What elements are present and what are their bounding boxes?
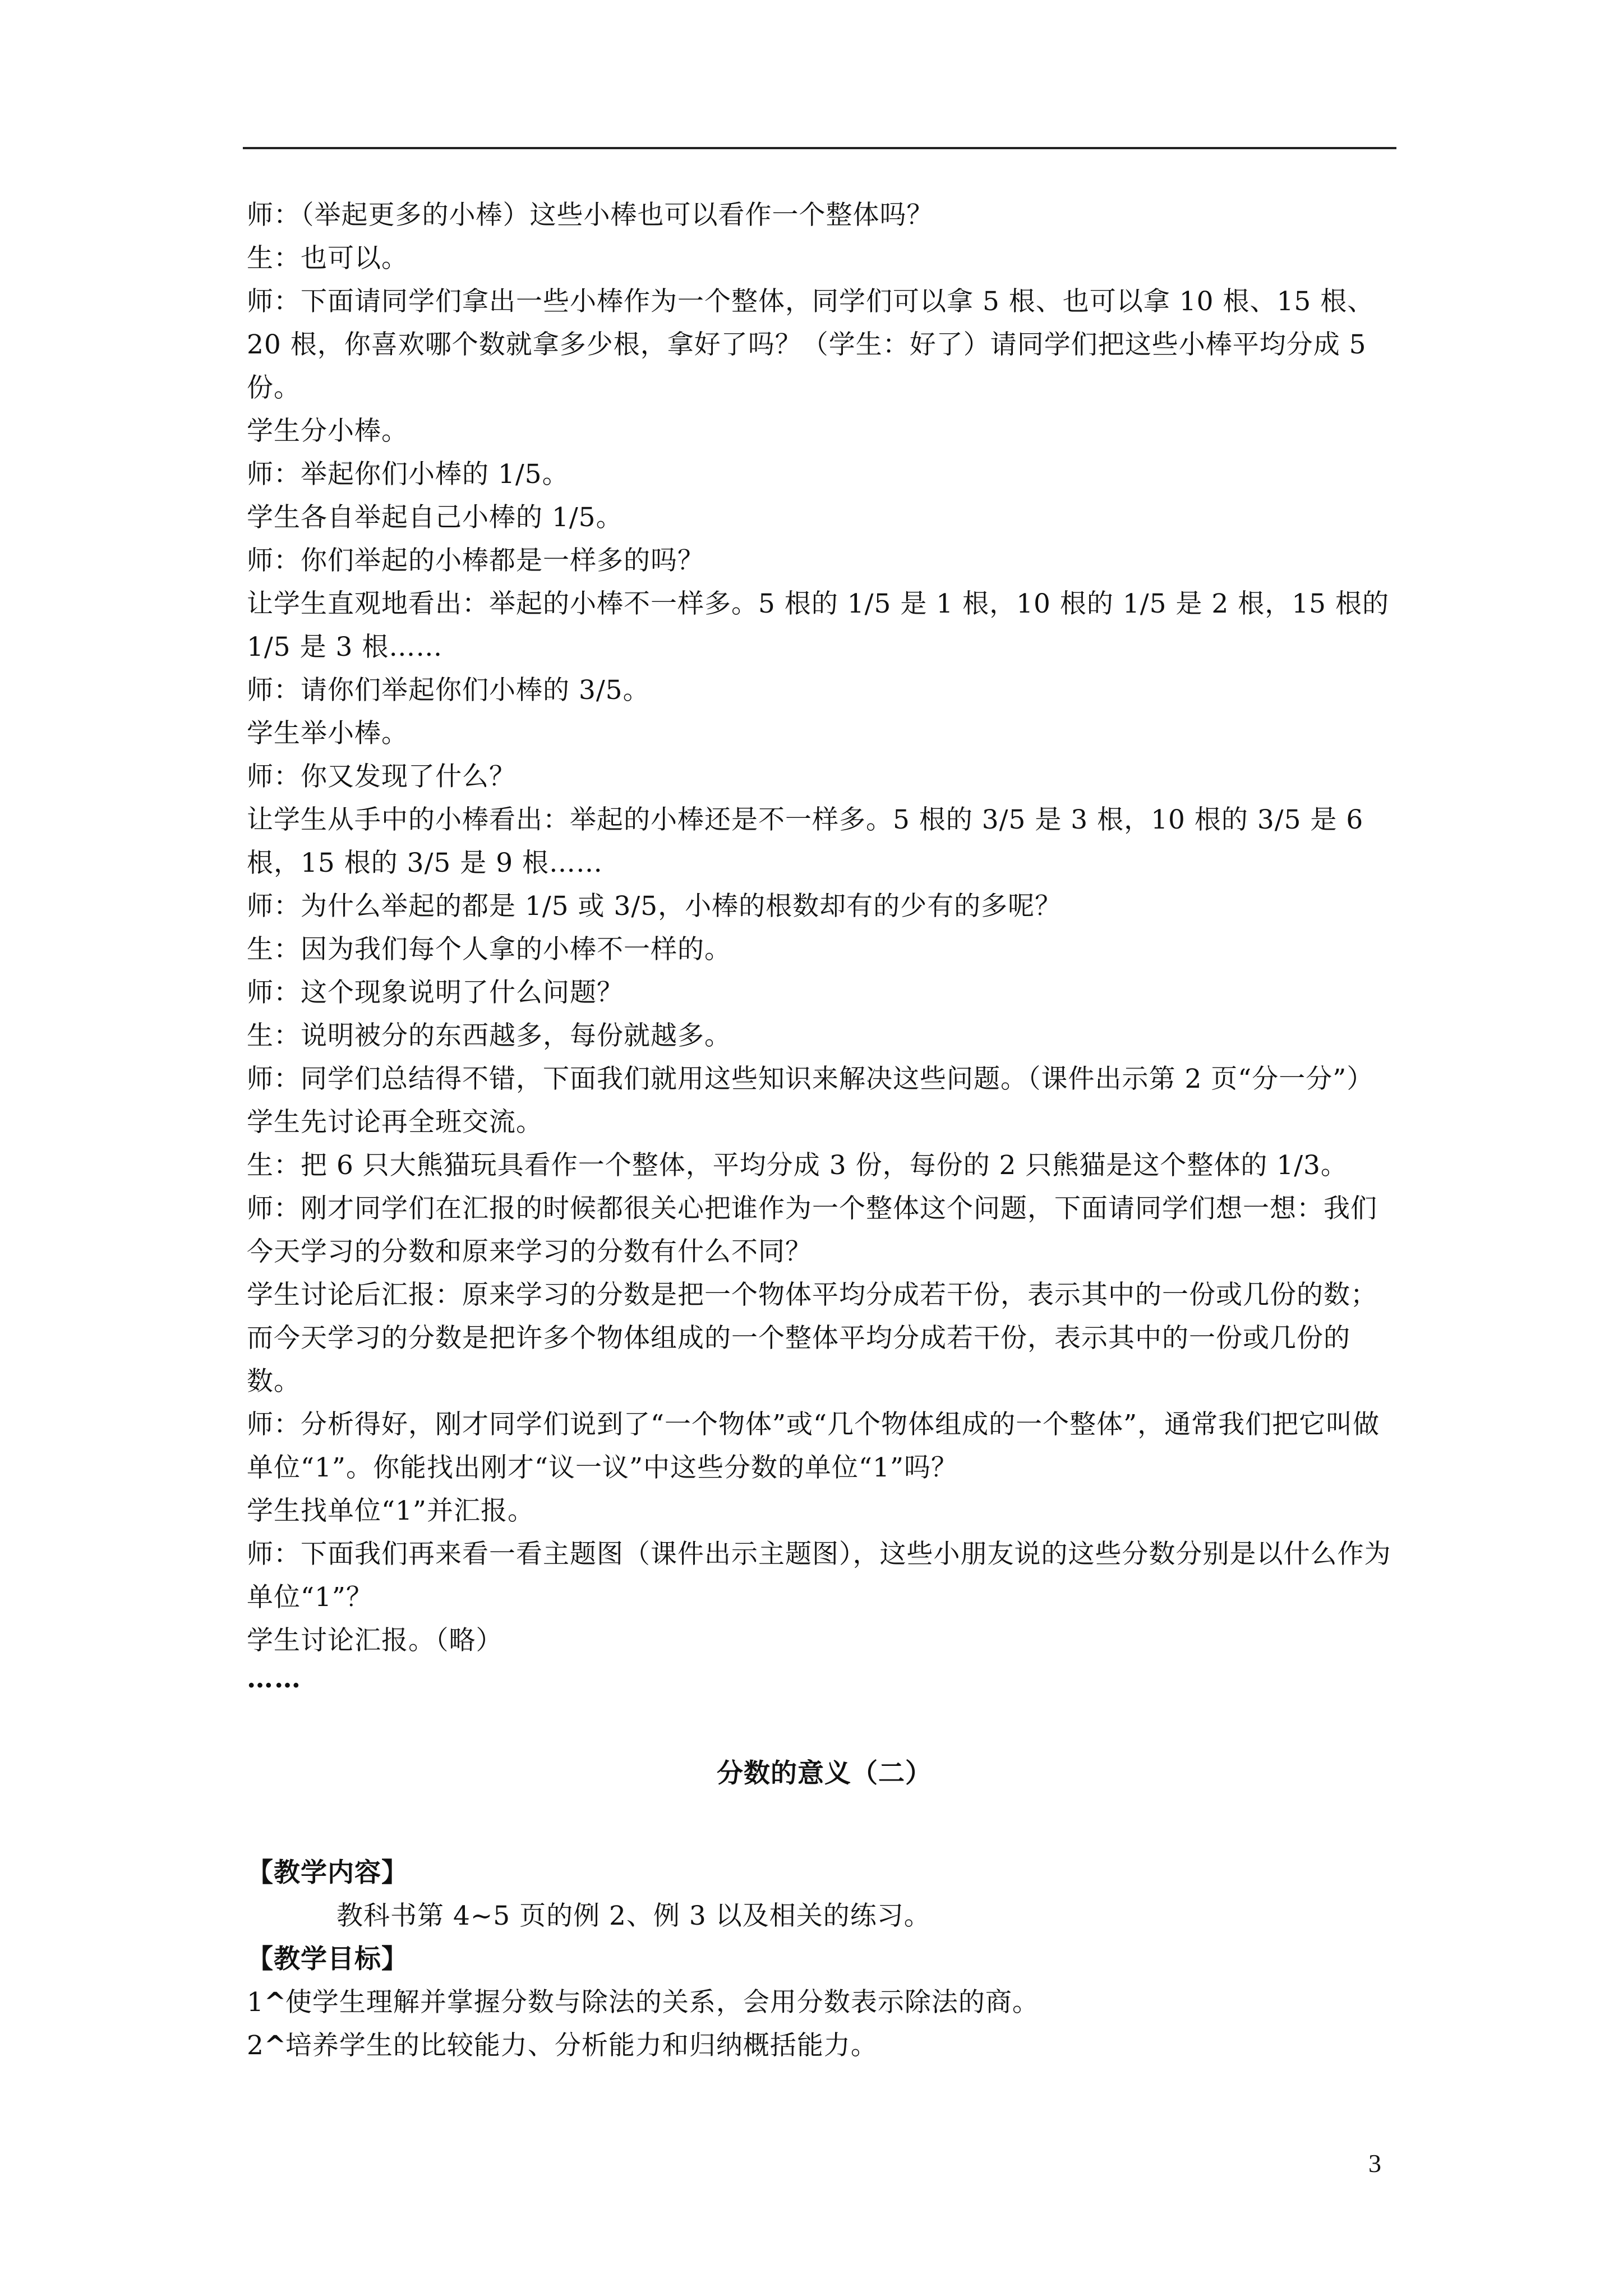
section-title: 分数的意义（二） <box>717 1758 932 1789</box>
goal-text: 使学生理解并掌握分数与除法的关系，会用分数表示除法的商。 <box>285 1987 1039 2018</box>
dialogue-line: 师：下面我们再来看一看主题图（课件出示主题图），这些小朋友说的这些分数分别是以什么作为单位“1”？ <box>247 1539 1391 1613</box>
dialogue-line: 师：（举起更多的小棒）这些小棒也可以看作一个整体吗？ <box>247 200 934 231</box>
goal-item <box>247 1981 1402 2024</box>
page-number: 3 <box>1368 2149 1381 2178</box>
dialogue-line: 学生讨论汇报。（略） <box>247 1625 503 1656</box>
dialogue-line: 师：为什么举起的都是 1/5 或 3/5，小棒的根数却有的少有的多呢？ <box>247 891 1062 922</box>
dialogue-line: 学生分小棒。 <box>247 416 408 447</box>
dialogue-line: 生：因为我们每个人拿的小棒不一样的。 <box>247 934 731 965</box>
document-body <box>247 194 1402 2067</box>
dialogue-line: 让学生从手中的小棒看出：举起的小棒还是不一样多。5 根的 3/5 是 3 根，10 根的 3/5 是 6 根，15 根的 3/5 是 9 根…… <box>247 804 1364 878</box>
goal-item <box>247 2024 1402 2067</box>
teaching-content-text: 教科书第 4~5 页的例 2、例 3 以及相关的练习。 <box>336 1901 931 1931</box>
header-rule <box>243 147 1396 149</box>
ellipsis: …… <box>247 1663 302 1694</box>
dialogue-line: 师：你又发现了什么？ <box>247 761 516 792</box>
dialogue-line: 师：举起你们小棒的 1/5。 <box>247 459 569 490</box>
dialogue-line: 学生讨论后汇报：原来学习的分数是把一个物体平均分成若干份，表示其中的一份或几份的数；而今天学习的分数是把许多个物体组成的一个整体平均分成若干份，表示其中的一份或几份的数。 <box>247 1280 1377 1397</box>
dialogue-line: 生：说明被分的东西越多，每份就越多。 <box>247 1020 731 1051</box>
dialogue-line: 师：同学们总结得不错，下面我们就用这些知识来解决这些问题。（课件出示第 2 页“分一分”） <box>247 1064 1374 1094</box>
dialogue-line: 生：也可以。 <box>247 243 408 274</box>
caret-icon: ^ <box>264 1987 287 2018</box>
dialogue-line: 学生找单位“1”并汇报。 <box>247 1496 534 1526</box>
goal-number: 2 <box>247 2030 264 2061</box>
caret-icon: ^ <box>264 2030 287 2061</box>
dialogue-line: 学生举小棒。 <box>247 718 408 749</box>
dialogue-line: 师：请你们举起你们小棒的 3/5。 <box>247 675 650 706</box>
dialogue-line: 师：下面请同学们拿出一些小棒作为一个整体，同学们可以拿 5 根、也可以拿 10 根、15 根、20 根，你喜欢哪个数就拿多少根，拿好了吗？（学生：好了）请同学们把这些小棒平均分成 5 份。 <box>247 286 1375 403</box>
goal-number: 1 <box>247 1987 264 2018</box>
dialogue-line: 学生先讨论再全班交流。 <box>247 1107 543 1138</box>
dialogue-line: 师：分析得好，刚才同学们说到了“一个物体”或“几个物体组成的一个整体”，通常我们把它叫做单位“1”。你能找出刚才“议一议”中这些分数的单位“1”吗？ <box>247 1409 1380 1483</box>
dialogue-line: 学生各自举起自己小棒的 1/5。 <box>247 502 623 533</box>
dialogue-line: 师：刚才同学们在汇报的时候都很关心把谁作为一个整体这个问题，下面请同学们想一想：我们今天学习的分数和原来学习的分数有什么不同？ <box>247 1193 1377 1267</box>
goal-text: 培养学生的比较能力、分析能力和归纳概括能力。 <box>285 2030 878 2061</box>
dialogue-line: 师：这个现象说明了什么问题？ <box>247 977 624 1008</box>
dialogue-line: 让学生直观地看出：举起的小棒不一样多。5 根的 1/5 是 1 根，10 根的 1/5 是 2 根，15 根的 1/5 是 3 根…… <box>247 588 1389 662</box>
dialogue-line: 师：你们举起的小棒都是一样多的吗？ <box>247 545 704 576</box>
teaching-content-heading: 【教学内容】 <box>247 1857 408 1888</box>
dialogue-line: 生：把 6 只大熊猫玩具看作一个整体，平均分成 3 份，每份的 2 只熊猫是这个整体的 1/3。 <box>247 1150 1348 1181</box>
teaching-goals-heading: 【教学目标】 <box>247 1944 408 1975</box>
